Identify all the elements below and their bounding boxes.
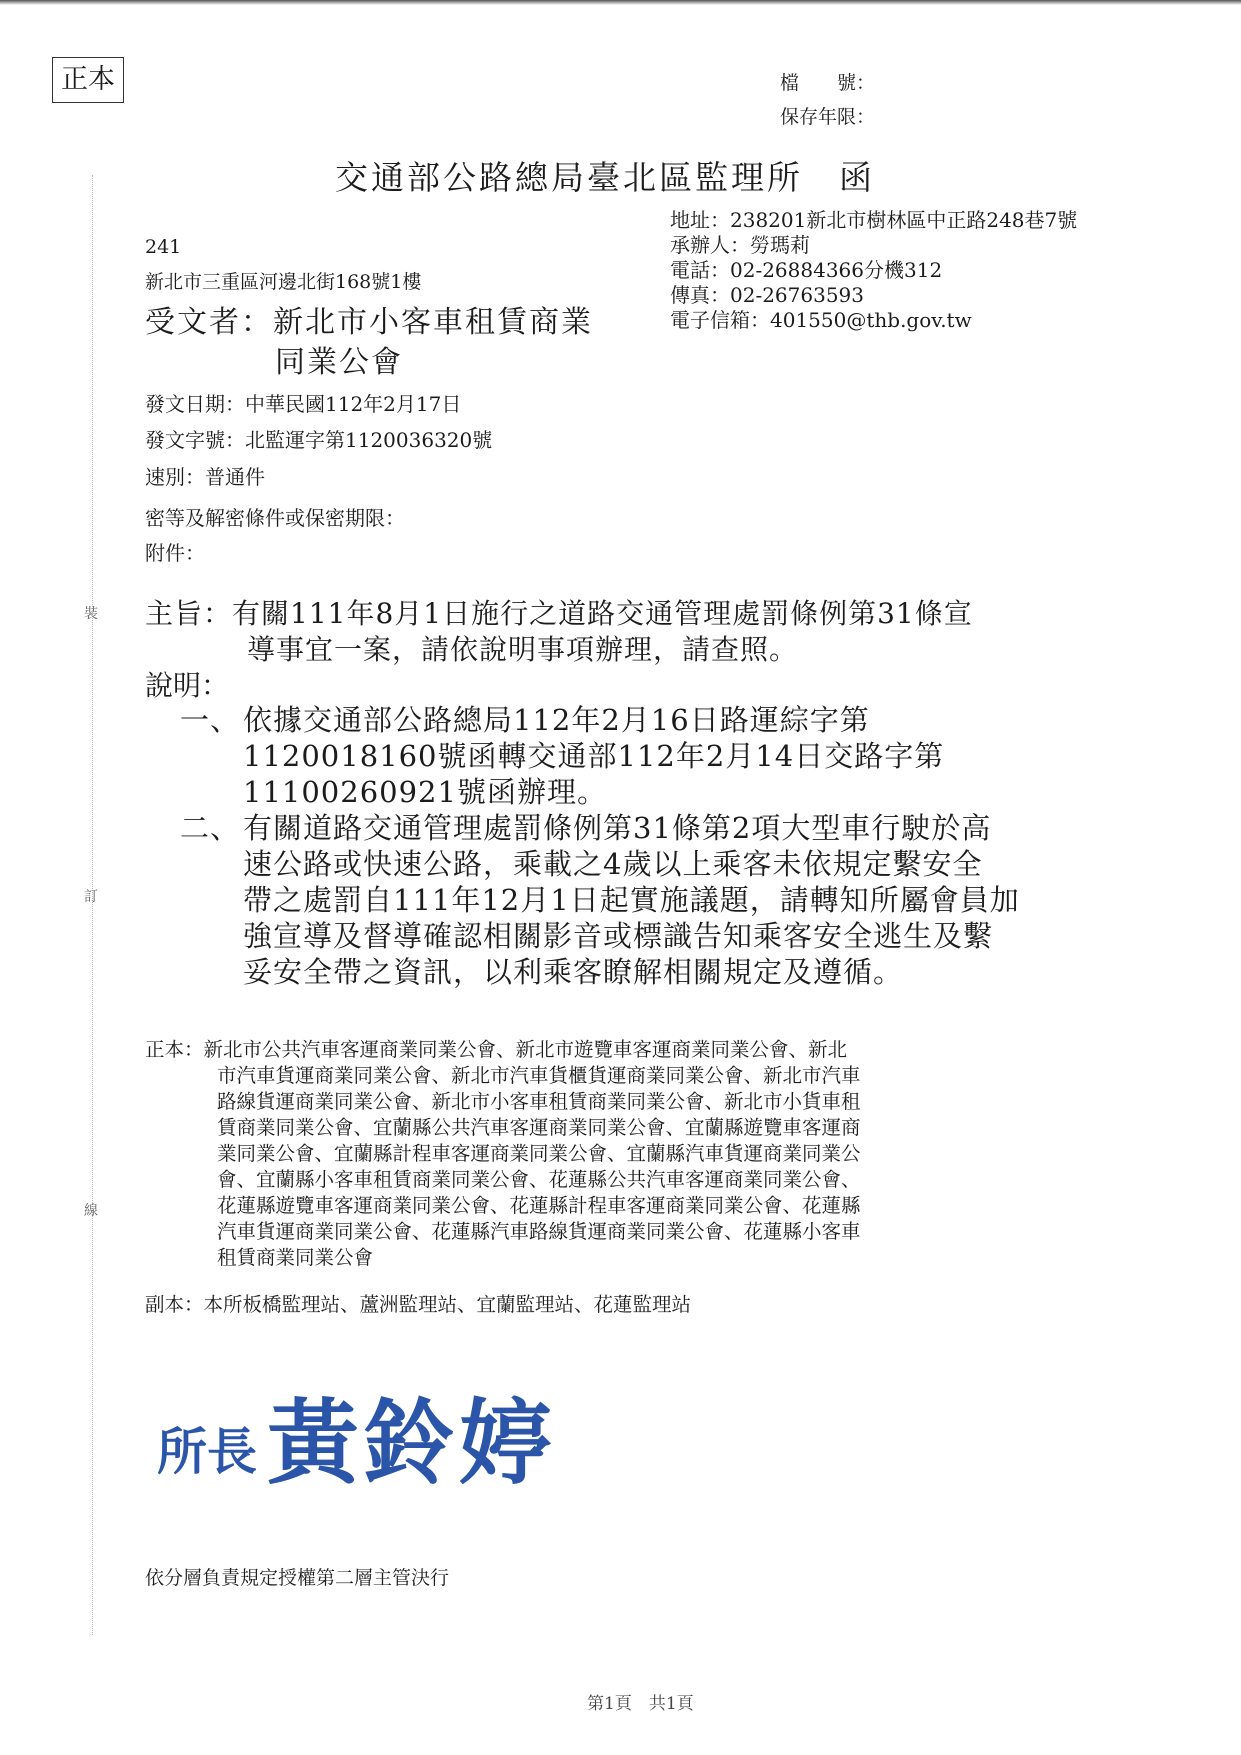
explanation-item-2-marker: 二、 — [180, 811, 241, 845]
fax: 傳真：02-26763593 — [670, 283, 865, 307]
original-line-8: 汽車貨運商業同業公會、花蓮縣汽車路線貨運商業同業公會、花蓮縣小客車 — [217, 1220, 861, 1243]
original-line-4: 賃商業同業公會、宜蘭縣公共汽車客運商業同業公會、宜蘭縣遊覽車客運商 — [217, 1116, 861, 1139]
case-officer: 承辦人：勞瑪莉 — [670, 233, 810, 257]
original-line-5: 業同業公會、宜蘭縣計程車客運商業同業公會、宜蘭縣汽車貨運商業同業公 — [217, 1142, 861, 1165]
document-title: 交通部公路總局臺北區監理所 函 — [335, 158, 875, 197]
signature-name: 黃鈴婷 — [267, 1389, 556, 1497]
secrecy-level: 密等及解密條件或保密期限： — [145, 506, 405, 530]
page-footer: 第1頁 共1頁 — [587, 1694, 694, 1714]
original-line-7: 花蓮縣遊覽車客運商業同業公會、花蓮縣計程車客運商業同業公會、花蓮縣 — [217, 1194, 861, 1217]
delegation-note: 依分層負責規定授權第二層主管決行 — [145, 1567, 450, 1589]
distribution-original — [145, 1037, 861, 1271]
item-1-line-3: 11100260921號函辦理。 — [243, 775, 607, 809]
attachment: 附件： — [145, 541, 205, 565]
binding-mark-2: 訂 — [84, 889, 98, 905]
sender-address: 地址：238201新北市樹林區中正路248巷7號 — [670, 208, 1078, 232]
item-2-line-5: 妥安全帶之資訊，以利乘客瞭解相關規定及遵循。 — [243, 955, 904, 989]
item-2-line-4: 強宣導及督導確認相關影音或標識告知乘客安全逃生及繫 — [243, 919, 994, 953]
scan-edge — [0, 0, 1241, 5]
item-1-line-2: 1120018160號函轉交通部112年2月14日交路字第 — [243, 739, 945, 773]
item-2-line-1: 有關道路交通管理處罰條例第31條第2項大型車行駛於高 — [243, 811, 992, 845]
original-line-2: 市汽車貨運商業同業公會、新北市汽車貨櫃貨運商業同業公會、新北市汽車 — [217, 1064, 861, 1087]
issue-date: 發文日期：中華民國112年2月17日 — [145, 392, 462, 416]
sender-contact-block — [670, 208, 1077, 333]
document-number: 發文字號：北監運字第1120036320號 — [145, 428, 493, 452]
recipient-line-2: 同業公會 — [275, 345, 403, 380]
item-2-line-3: 帶之處罰自111年12月1日起實施議題，請轉知所屬會員加 — [243, 883, 1020, 917]
subject-line-1: 主旨：有關111年8月1日施行之道路交通管理處罰條例第31條宣 — [145, 597, 973, 630]
original-line-3: 路線貨運商業同業公會、新北市小客車租賃商業同業公會、新北市小貨車租 — [217, 1090, 861, 1113]
item-1-line-1: 依據交通部公路總局112年2月16日路運綜字第 — [243, 703, 870, 737]
recipient-address: 新北市三重區河邊北街168號1樓 — [145, 271, 422, 293]
delivery-speed: 速別：普通件 — [145, 465, 265, 489]
original-line-1: 正本：新北市公共汽車客運商業同業公會、新北市遊覽車客運商業同業公會、新北 — [145, 1038, 848, 1061]
original-line-6: 會、宜蘭縣小客車租賃商業同業公會、花蓮縣公共汽車客運商業同業公會、 — [217, 1168, 861, 1191]
postal-code: 241 — [145, 236, 182, 258]
file-number-label: 檔 號： — [780, 72, 876, 94]
recipient-block — [145, 303, 593, 383]
explanation-label: 說明： — [145, 669, 230, 702]
original-line-9: 租賃商業同業公會 — [217, 1246, 374, 1269]
binding-mark-1: 裝 — [84, 606, 98, 622]
recipient-line-1: 受文者：新北市小客車租賃商業 — [145, 305, 593, 340]
signature-stamp — [157, 1370, 555, 1502]
email: 電子信箱：401550@thb.gov.tw — [670, 308, 972, 332]
explanation-item-1-marker: 一、 — [180, 703, 241, 737]
subject-line-2: 導事宜一案，請依說明事項辦理，請查照。 — [247, 633, 799, 666]
item-2-line-2: 速公路或快速公路，乘載之4歲以上乘客未依規定繫安全 — [243, 847, 983, 881]
copy-stamp: 正本 — [52, 57, 124, 103]
phone: 電話：02-26884366分機312 — [670, 258, 943, 282]
distribution-copy: 副本：本所板橋監理站、蘆洲監理站、宜蘭監理站、花蓮監理站 — [145, 1293, 692, 1316]
explanation-item-2 — [243, 810, 1020, 990]
signature-title: 所長 — [157, 1422, 257, 1481]
subject-block — [145, 596, 973, 668]
retention-label: 保存年限： — [780, 106, 876, 128]
binding-mark-3: 線 — [84, 1203, 98, 1219]
explanation-item-1 — [243, 702, 944, 810]
